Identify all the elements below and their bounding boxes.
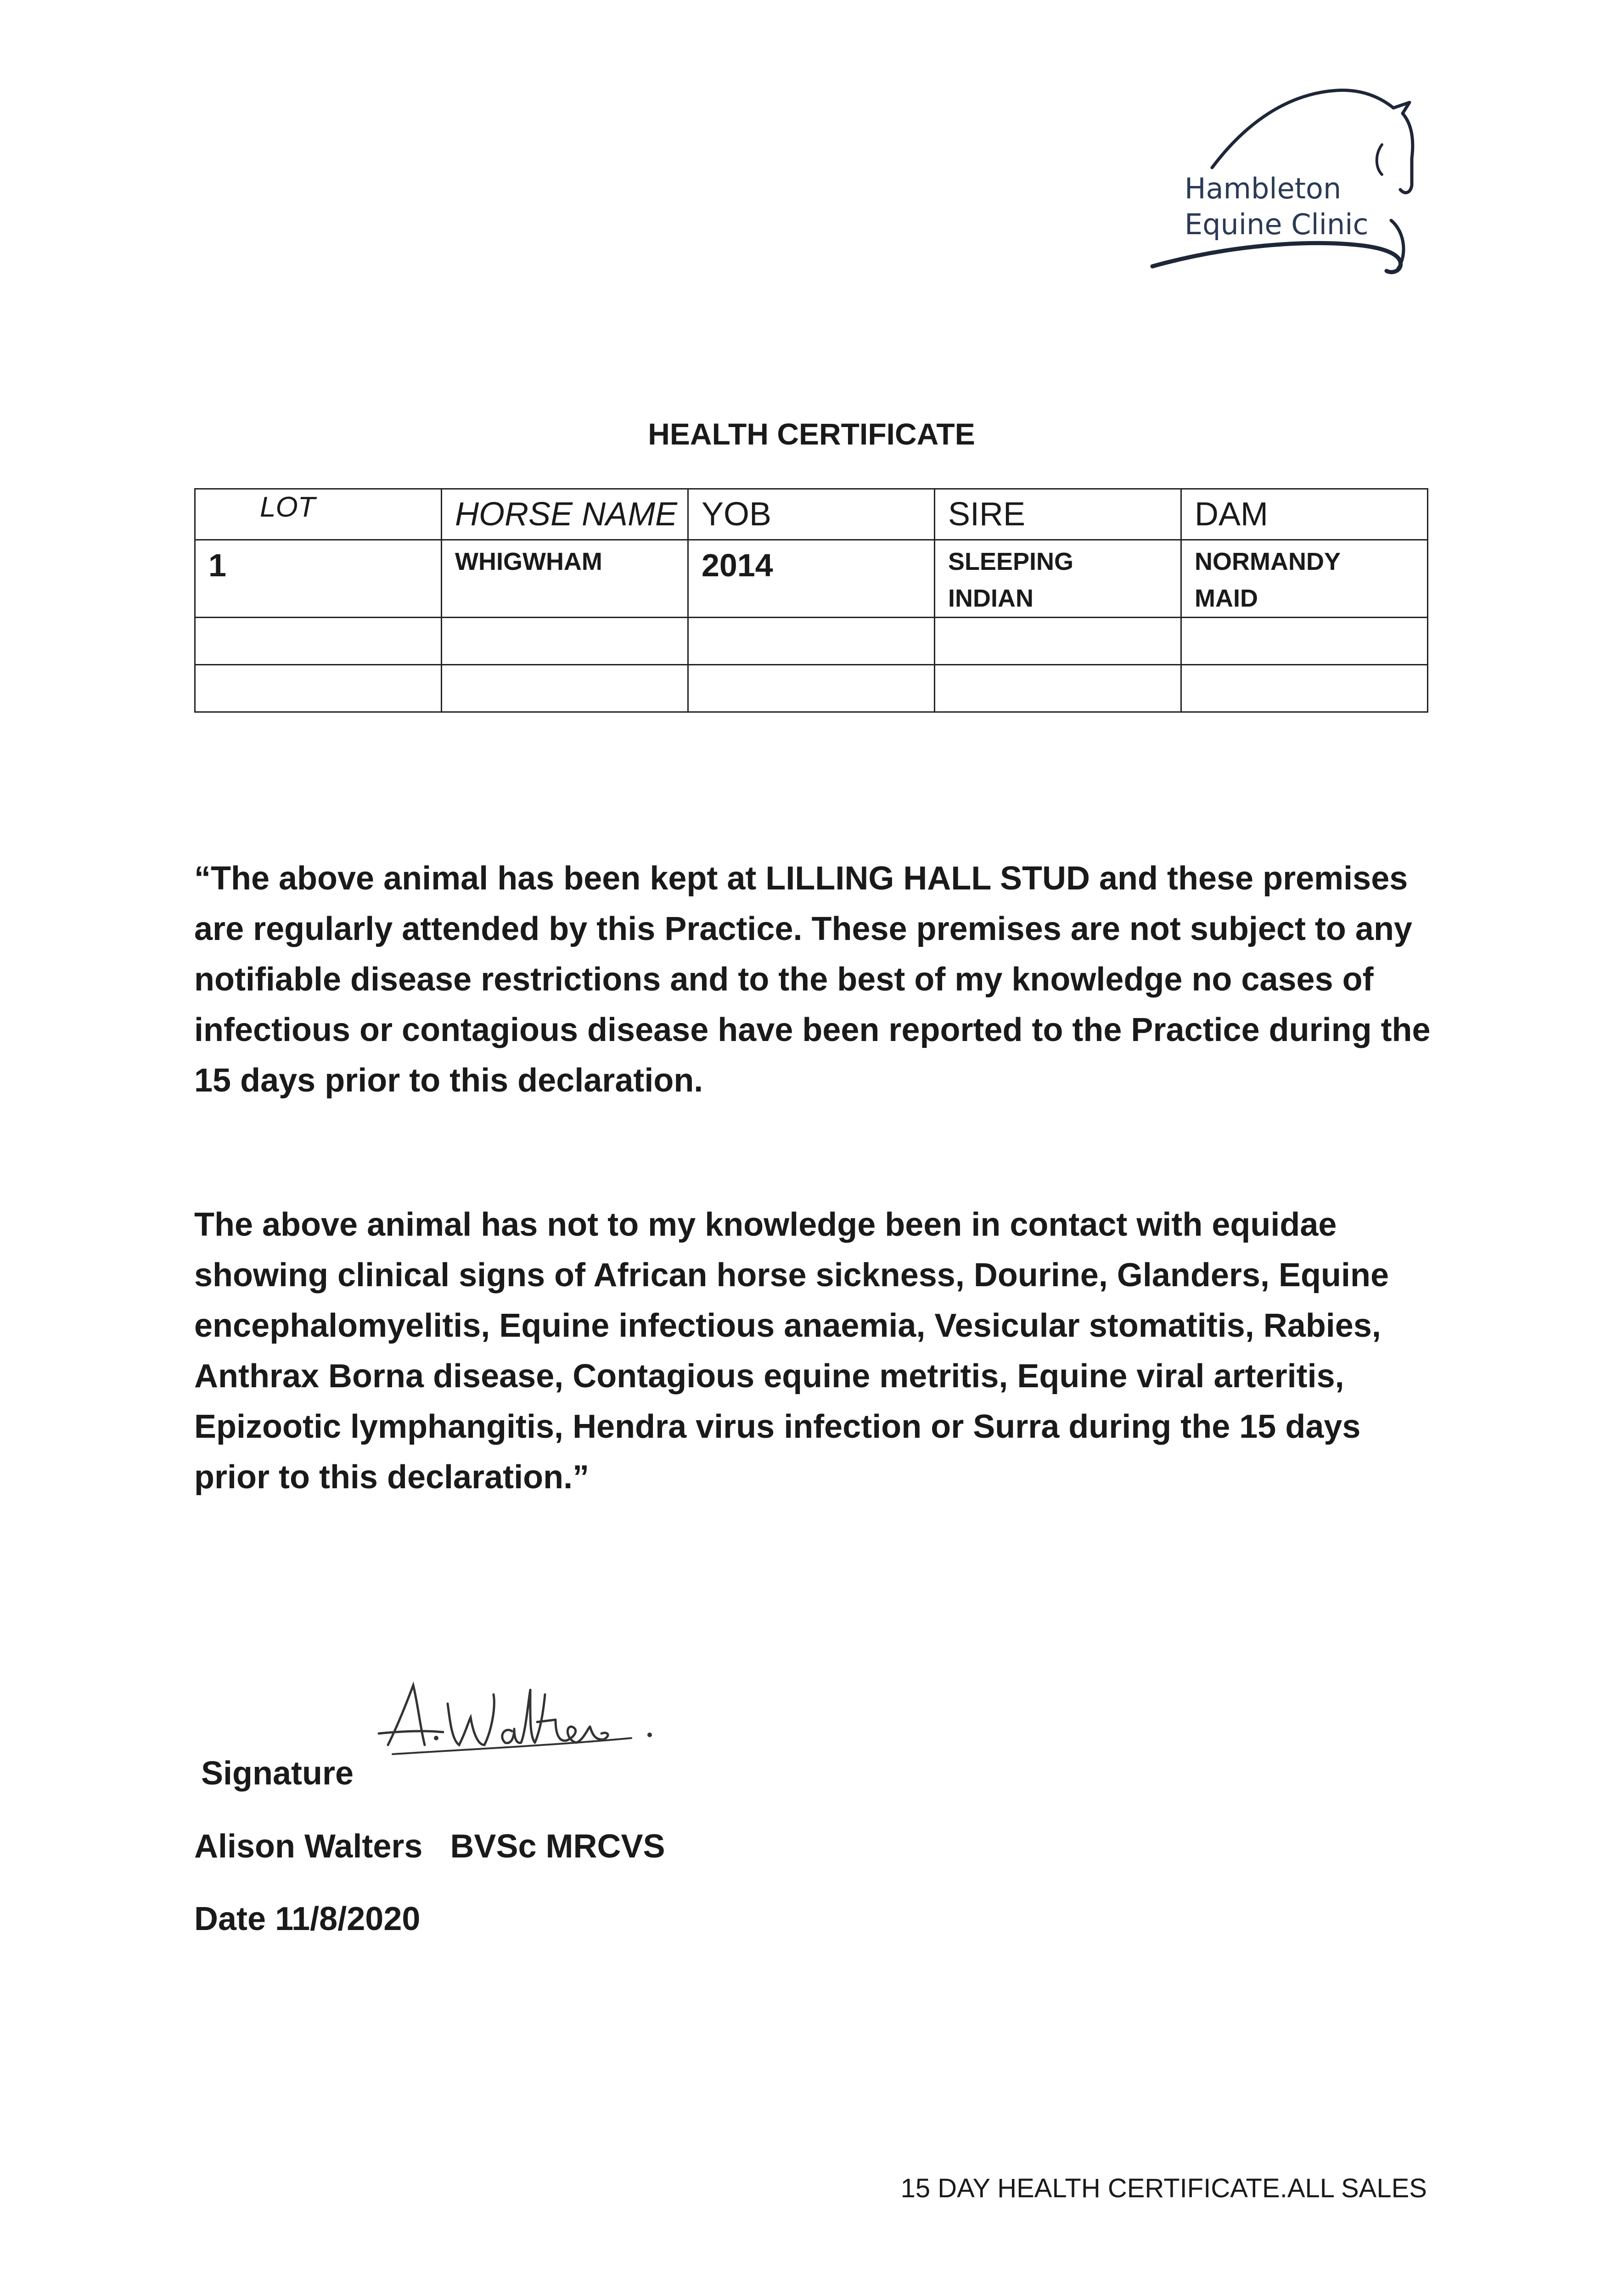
page-footer: 15 DAY HEALTH CERTIFICATE.ALL SALES — [900, 2173, 1427, 2203]
header-yob: YOB — [688, 489, 935, 540]
cell-dam — [1181, 540, 1428, 618]
empty-cell — [935, 618, 1181, 665]
dam-line: NORMANDY — [1195, 548, 1341, 575]
cell-horse-name: WHIGWHAM — [442, 540, 688, 618]
dam-line: MAID — [1195, 585, 1258, 612]
table-header-row — [195, 489, 1428, 540]
cell-yob: 2014 — [688, 540, 935, 618]
declaration-paragraph-premises: “The above animal has been kept at LILLING HALL STUD and these premises are regularly attended by this Practice. These premises are not subject to any notifiable disease restrictions and to the best of my knowledge no cases of infectious or contagious disease have been reported to the Practice during the 15 days prior to this declaration. — [194, 860, 1431, 1099]
page-title: HEALTH CERTIFICATE — [648, 417, 975, 451]
table-row — [195, 540, 1428, 618]
empty-table-row — [195, 665, 1428, 712]
cell-sire — [935, 540, 1181, 618]
empty-cell — [195, 665, 442, 712]
empty-cell — [442, 618, 688, 665]
header-dam: DAM — [1181, 489, 1428, 540]
empty-cell — [1181, 618, 1428, 665]
empty-cell — [688, 665, 935, 712]
clinic-logo — [1143, 80, 1446, 282]
cell-lot: 1 — [195, 540, 442, 618]
header-sire: SIRE — [935, 489, 1181, 540]
header-horse-name: HORSE NAME — [442, 489, 688, 540]
signature-date: Date 11/8/2020 — [194, 1901, 421, 1937]
empty-table-row — [195, 618, 1428, 665]
empty-cell — [935, 665, 1181, 712]
sire-line: INDIAN — [948, 585, 1033, 612]
horse-details-table — [194, 488, 1428, 713]
empty-cell — [1181, 665, 1428, 712]
header-lot: LOT — [195, 489, 442, 540]
declaration-paragraph-contact: The above animal has not to my knowledge been in contact with equidae showing clinical signs of African horse sickness, Dourine, Glanders, Equine encephalomyelitis, Equine infectious anaemia, Vesicular stomatitis, Rabies, Anthrax Borna disease, Contagious equine metritis, Equine viral arteritis, Epizootic lymphangitis, Hendra virus infection or Surra during the 15 days prior to this declaration.” — [194, 1206, 1389, 1496]
empty-cell — [442, 665, 688, 712]
handwritten-signature — [374, 1676, 659, 1773]
sire-line: SLEEPING — [948, 548, 1074, 575]
signer-name-credentials: Alison Walters BVSc MRCVS — [194, 1828, 665, 1865]
empty-cell — [195, 618, 442, 665]
logo-text-hambleton: Hambleton — [1185, 172, 1342, 205]
signature-label: Signature — [201, 1755, 354, 1792]
empty-cell — [688, 618, 935, 665]
logo-text-equine-clinic: Equine Clinic — [1185, 208, 1369, 241]
